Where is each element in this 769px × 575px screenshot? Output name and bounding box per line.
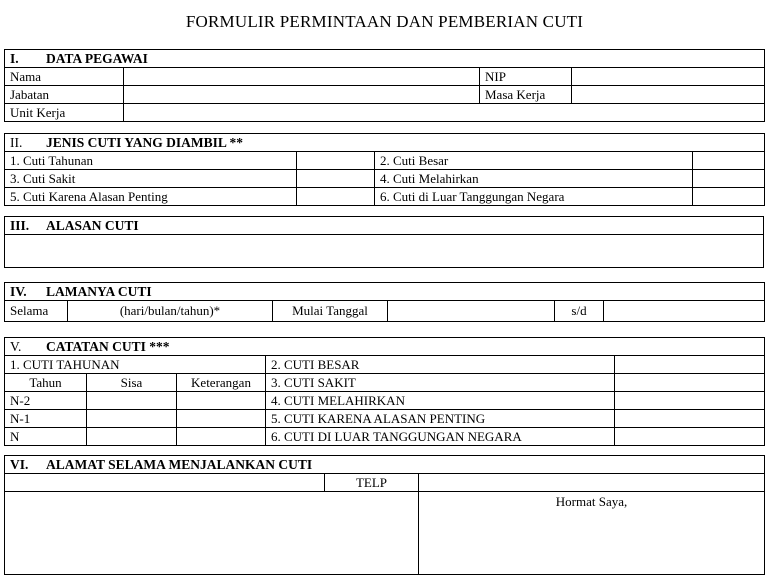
field-nama[interactable] bbox=[124, 68, 480, 86]
label-telp: TELP bbox=[325, 474, 419, 492]
field-alamat-detail[interactable] bbox=[5, 492, 419, 575]
field-ket-n[interactable] bbox=[177, 428, 266, 446]
label-sd: s/d bbox=[555, 301, 604, 322]
field-mulai-tanggal[interactable] bbox=[388, 301, 555, 322]
jenis-cuti-besar: 2. Cuti Besar bbox=[375, 152, 693, 170]
field-catatan-cuti-alasan-penting[interactable] bbox=[615, 410, 765, 428]
check-cuti-alasan-penting[interactable] bbox=[297, 188, 375, 206]
field-sisa-n1[interactable] bbox=[87, 410, 177, 428]
label-cuti-tahunan: 1. CUTI TAHUNAN bbox=[5, 356, 266, 374]
row-label-n: N bbox=[5, 428, 87, 446]
catatan-cuti-besar: 2. CUTI BESAR bbox=[266, 356, 615, 374]
catatan-cuti-sakit: 3. CUTI SAKIT bbox=[266, 374, 615, 392]
row-label-n1: N-1 bbox=[5, 410, 87, 428]
field-sampai-tanggal[interactable] bbox=[604, 301, 765, 322]
field-catatan-cuti-melahirkan[interactable] bbox=[615, 392, 765, 410]
section-3-header: III. ALASAN CUTI bbox=[5, 217, 764, 235]
section-alamat-cuti bbox=[4, 455, 765, 575]
label-selama: Selama bbox=[5, 301, 68, 322]
field-alamat[interactable] bbox=[5, 474, 325, 492]
field-ket-n1[interactable] bbox=[177, 410, 266, 428]
label-unit-kerja: Unit Kerja bbox=[5, 104, 124, 122]
col-keterangan: Keterangan bbox=[177, 374, 266, 392]
check-cuti-tahunan[interactable] bbox=[297, 152, 375, 170]
label-mulai-tanggal: Mulai Tanggal bbox=[273, 301, 388, 322]
label-nip: NIP bbox=[480, 68, 572, 86]
catatan-cuti-luar-tanggungan: 6. CUTI DI LUAR TANGGUNGAN NEGARA bbox=[266, 428, 615, 446]
check-cuti-sakit[interactable] bbox=[297, 170, 375, 188]
label-jabatan: Jabatan bbox=[5, 86, 124, 104]
section-5-header: V. CATATAN CUTI *** bbox=[5, 338, 765, 356]
field-lama-cuti[interactable]: (hari/bulan/tahun)* bbox=[68, 301, 273, 322]
catatan-cuti-melahirkan: 4. CUTI MELAHIRKAN bbox=[266, 392, 615, 410]
catatan-cuti-alasan-penting: 5. CUTI KARENA ALASAN PENTING bbox=[266, 410, 615, 428]
field-unit-kerja[interactable] bbox=[124, 104, 765, 122]
field-ket-n2[interactable] bbox=[177, 392, 266, 410]
field-sisa-n[interactable] bbox=[87, 428, 177, 446]
section-lamanya-cuti bbox=[4, 282, 765, 322]
section-4-header: IV. LAMANYA CUTI bbox=[5, 283, 765, 301]
label-nama: Nama bbox=[5, 68, 124, 86]
form-title: FORMULIR PERMINTAAN DAN PEMBERIAN CUTI bbox=[185, 12, 584, 31]
field-catatan-cuti-sakit[interactable] bbox=[615, 374, 765, 392]
row-label-n2: N-2 bbox=[5, 392, 87, 410]
field-masa-kerja[interactable] bbox=[572, 86, 765, 104]
field-telp[interactable] bbox=[419, 474, 765, 492]
section-catatan-cuti bbox=[4, 337, 765, 446]
section-1-header: I. DATA PEGAWAI bbox=[5, 50, 765, 68]
section-6-header: VI. ALAMAT SELAMA MENJALANKAN CUTI bbox=[5, 456, 765, 474]
jenis-cuti-luar-tanggungan: 6. Cuti di Luar Tanggungan Negara bbox=[375, 188, 693, 206]
field-catatan-cuti-luar-tanggungan[interactable] bbox=[615, 428, 765, 446]
check-cuti-besar[interactable] bbox=[693, 152, 765, 170]
check-cuti-melahirkan[interactable] bbox=[693, 170, 765, 188]
section-jenis-cuti bbox=[4, 133, 765, 206]
jenis-cuti-alasan-penting: 5. Cuti Karena Alasan Penting bbox=[5, 188, 297, 206]
label-masa-kerja: Masa Kerja bbox=[480, 86, 572, 104]
field-sisa-n2[interactable] bbox=[87, 392, 177, 410]
jenis-cuti-melahirkan: 4. Cuti Melahirkan bbox=[375, 170, 693, 188]
field-alasan-cuti[interactable] bbox=[5, 235, 764, 268]
jenis-cuti-tahunan: 1. Cuti Tahunan bbox=[5, 152, 297, 170]
signature-hormat-saya: Hormat Saya, bbox=[419, 492, 765, 575]
jenis-cuti-sakit: 3. Cuti Sakit bbox=[5, 170, 297, 188]
col-sisa: Sisa bbox=[87, 374, 177, 392]
section-data-pegawai bbox=[4, 49, 765, 122]
field-nip[interactable] bbox=[572, 68, 765, 86]
field-catatan-cuti-besar[interactable] bbox=[615, 356, 765, 374]
section-2-header: II. JENIS CUTI YANG DIAMBIL ** bbox=[5, 134, 765, 152]
section-alasan-cuti bbox=[4, 216, 764, 268]
col-tahun: Tahun bbox=[5, 374, 87, 392]
check-cuti-luar-tanggungan[interactable] bbox=[693, 188, 765, 206]
field-jabatan[interactable] bbox=[124, 86, 480, 104]
